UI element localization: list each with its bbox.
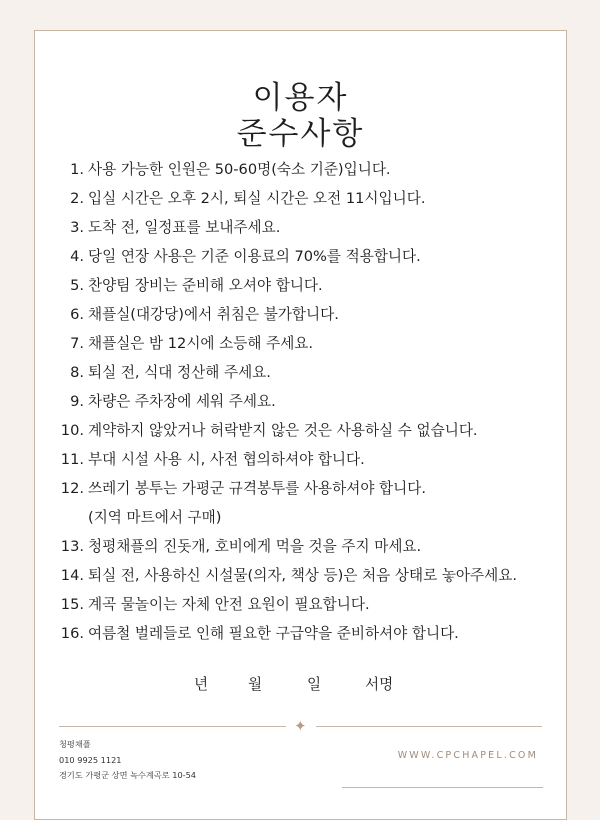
rule-item — [35, 329, 566, 358]
rule-text: (지역 마트에서 구매) — [88, 509, 222, 526]
rule-number: 8. — [70, 364, 84, 381]
rule-number: 7. — [70, 335, 84, 352]
rule-item — [35, 416, 566, 445]
rule-number: 16. — [60, 625, 84, 642]
rule-number: 2. — [70, 190, 84, 207]
rule-text: 도착 전, 일정표를 보내주세요. — [88, 219, 281, 236]
rule-text: 계곡 물놀이는 자체 안전 요원이 필요합니다. — [88, 596, 370, 613]
rule-text: 청평채플의 진돗개, 호비에게 먹을 것을 주지 마세요. — [88, 538, 422, 555]
rule-number: 9. — [70, 393, 84, 410]
rule-text: 사용 가능한 인원은 50-60명(숙소 기준)입니다. — [88, 161, 391, 178]
rule-number: 1. — [70, 161, 84, 178]
rule-text: 차량은 주차장에 세워 주세요. — [88, 393, 276, 410]
rule-text: 입실 시간은 오후 2시, 퇴실 시간은 오전 11시입니다. — [88, 190, 426, 207]
rule-number: 11. — [60, 451, 84, 468]
rule-number: 4. — [70, 248, 84, 265]
rule-text: 당일 연장 사용은 기준 이용료의 70%를 적용합니다. — [88, 248, 421, 265]
rule-item — [35, 532, 566, 561]
diamond-sparkle-icon: ✦ — [294, 717, 307, 735]
rule-item — [35, 590, 566, 619]
rule-number: 12. — [60, 480, 84, 497]
signature-row — [35, 673, 566, 697]
rule-text: 여름철 벌레들로 인해 필요한 구급약을 준비하셔야 합니다. — [88, 625, 459, 642]
rule-item — [35, 213, 566, 242]
rule-item — [35, 271, 566, 300]
rule-text: 찬양팀 장비는 준비해 오셔야 합니다. — [88, 277, 323, 294]
contact-phone: 010 9925 1121 — [59, 754, 122, 765]
rule-number: 13. — [60, 538, 84, 555]
rule-text: 채플실은 밤 12시에 소등해 주세요. — [88, 335, 314, 352]
website-link[interactable]: WWW.CPCHAPEL.COM — [397, 750, 538, 761]
rule-text: 퇴실 전, 사용하신 시설물(의자, 책상 등)은 처음 상태로 놓아주세요. — [88, 567, 517, 584]
signature-day-label: 일 — [307, 676, 322, 693]
rule-number: 3. — [70, 219, 84, 236]
rule-item — [35, 561, 566, 590]
rule-item — [35, 445, 566, 474]
rule-text: 채플실(대강당)에서 취침은 불가합니다. — [88, 306, 339, 323]
divider-line-left — [59, 726, 286, 727]
rule-item — [35, 619, 566, 648]
divider-line-right — [316, 726, 542, 727]
rule-item — [35, 387, 566, 416]
rule-text: 계약하지 않았거나 허락받지 않은 것은 사용하실 수 없습니다. — [88, 422, 478, 439]
rules-list — [35, 155, 566, 648]
bottom-rule — [342, 787, 543, 788]
rule-item — [35, 242, 566, 271]
contact-block — [59, 737, 196, 784]
signature-sign-label: 서명 — [365, 676, 394, 693]
rule-number: 14. — [60, 567, 84, 584]
rule-number: 10. — [60, 422, 84, 439]
signature-month-label: 월 — [248, 676, 263, 693]
rule-number: 5. — [70, 277, 84, 294]
rule-item — [35, 155, 566, 184]
rule-text: 부대 시설 사용 시, 사전 협의하셔야 합니다. — [88, 451, 365, 468]
rules-sheet — [34, 30, 567, 820]
rule-number: 6. — [70, 306, 84, 323]
footer-divider — [35, 717, 566, 735]
rule-item — [35, 300, 566, 329]
contact-name: 청평채플 — [59, 739, 91, 749]
rule-text: 쓰레기 봉투는 가평군 규격봉투를 사용하셔야 합니다. — [88, 480, 426, 497]
rule-item — [35, 358, 566, 387]
signature-year-label: 년 — [194, 676, 209, 693]
rule-text: 퇴실 전, 식대 정산해 주세요. — [88, 364, 271, 381]
rule-item — [35, 184, 566, 213]
rule-number: 15. — [60, 596, 84, 613]
contact-address: 경기도 가평군 상면 녹수계곡로 10-54 — [59, 770, 197, 780]
rule-item — [35, 474, 566, 503]
rule-item — [35, 503, 566, 532]
title-line-1: 이용자 — [252, 79, 349, 116]
title-line-2: 준수사항 — [236, 115, 365, 152]
